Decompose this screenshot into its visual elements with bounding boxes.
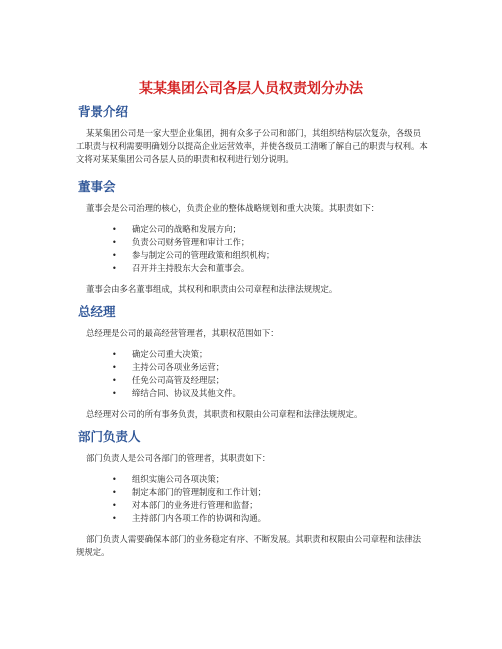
bullet-icon: •	[112, 238, 117, 247]
paragraph-background: 某某集团公司是一家大型企业集团，拥有众多子公司和部门，其组织结构层次复杂，各级员工职责与权利需要明确划分以提高企业运营效率，并使各级员工清晰了解自己的职责与权利。本文将对某某集团公司各层人员的职责和权利进行划分说明。	[76, 128, 428, 164]
list-item: • 负责公司财务管理和审计工作；	[112, 237, 250, 247]
list-item: • 参与制定公司的管理政策和组织机构；	[112, 250, 275, 260]
list-item: • 主持部门内各项工作的协调和沟通。	[112, 513, 266, 523]
list-item: • 制定本部门的管理制度和工作计划；	[112, 487, 266, 497]
list-item: • 缔结合同、协议及其他文件。	[112, 388, 241, 398]
document-body	[76, 104, 428, 559]
list-board-duties	[76, 223, 428, 275]
bullet-icon: •	[112, 363, 117, 372]
paragraph-dept-intro: 部门负责人是公司各部门的管理者，其职责如下：	[86, 453, 271, 463]
bullet-icon: •	[112, 475, 117, 484]
paragraph-gm-closing: 总经理对公司的所有事务负责，其职责和权限由公司章程和法律法规规定。	[86, 409, 363, 419]
list-item: • 确定公司的战略和发展方向；	[112, 224, 241, 234]
section-heading-department-head: 部门负责人	[78, 429, 141, 444]
paragraph-board-intro: 董事会是公司治理的核心，负责企业的整体战略规划和重大决策。其职责如下：	[86, 203, 380, 213]
list-item: • 组织实施公司各项决策；	[112, 474, 225, 484]
list-item: • 对本部门的业务进行管理和监督；	[112, 500, 258, 510]
list-item: • 主持公司各项业务运营；	[112, 362, 225, 372]
bullet-icon: •	[112, 389, 117, 398]
section-heading-general-manager: 总经理	[78, 304, 116, 319]
section-board	[76, 179, 428, 296]
bullet-icon: •	[112, 376, 117, 385]
bullet-icon: •	[112, 225, 117, 234]
section-heading-board: 董事会	[78, 179, 116, 194]
section-heading-background: 背景介绍	[78, 104, 129, 119]
document-title: 某某集团公司各层人员权责划分办法	[139, 81, 363, 97]
paragraph-dept-closing: 部门负责人需要确保本部门的业务稳定有序、不断发展。其职责和权限由公司章程和法律法规规定。	[76, 534, 421, 557]
list-dept-duties	[76, 473, 428, 525]
bullet-icon: •	[112, 350, 117, 359]
bullet-icon: •	[112, 514, 117, 523]
list-item: • 确定公司重大决策；	[112, 349, 208, 359]
section-background	[76, 104, 428, 166]
section-general-manager	[76, 304, 428, 421]
list-gm-duties	[76, 348, 428, 400]
bullet-icon: •	[112, 251, 117, 260]
paragraph-board-closing: 董事会由多名董事组成，其权利和职责由公司章程和法律法规规定。	[86, 284, 338, 294]
bullet-icon: •	[112, 501, 117, 510]
list-item: • 任免公司高管及经理层；	[112, 375, 225, 385]
bullet-icon: •	[112, 264, 117, 273]
paragraph-gm-intro: 总经理是公司的最高经营管理者，其职权范围如下：	[86, 328, 279, 338]
section-department-head	[76, 429, 428, 559]
list-item: • 召开并主持股东大会和董事会。	[112, 263, 250, 273]
bullet-icon: •	[112, 488, 117, 497]
